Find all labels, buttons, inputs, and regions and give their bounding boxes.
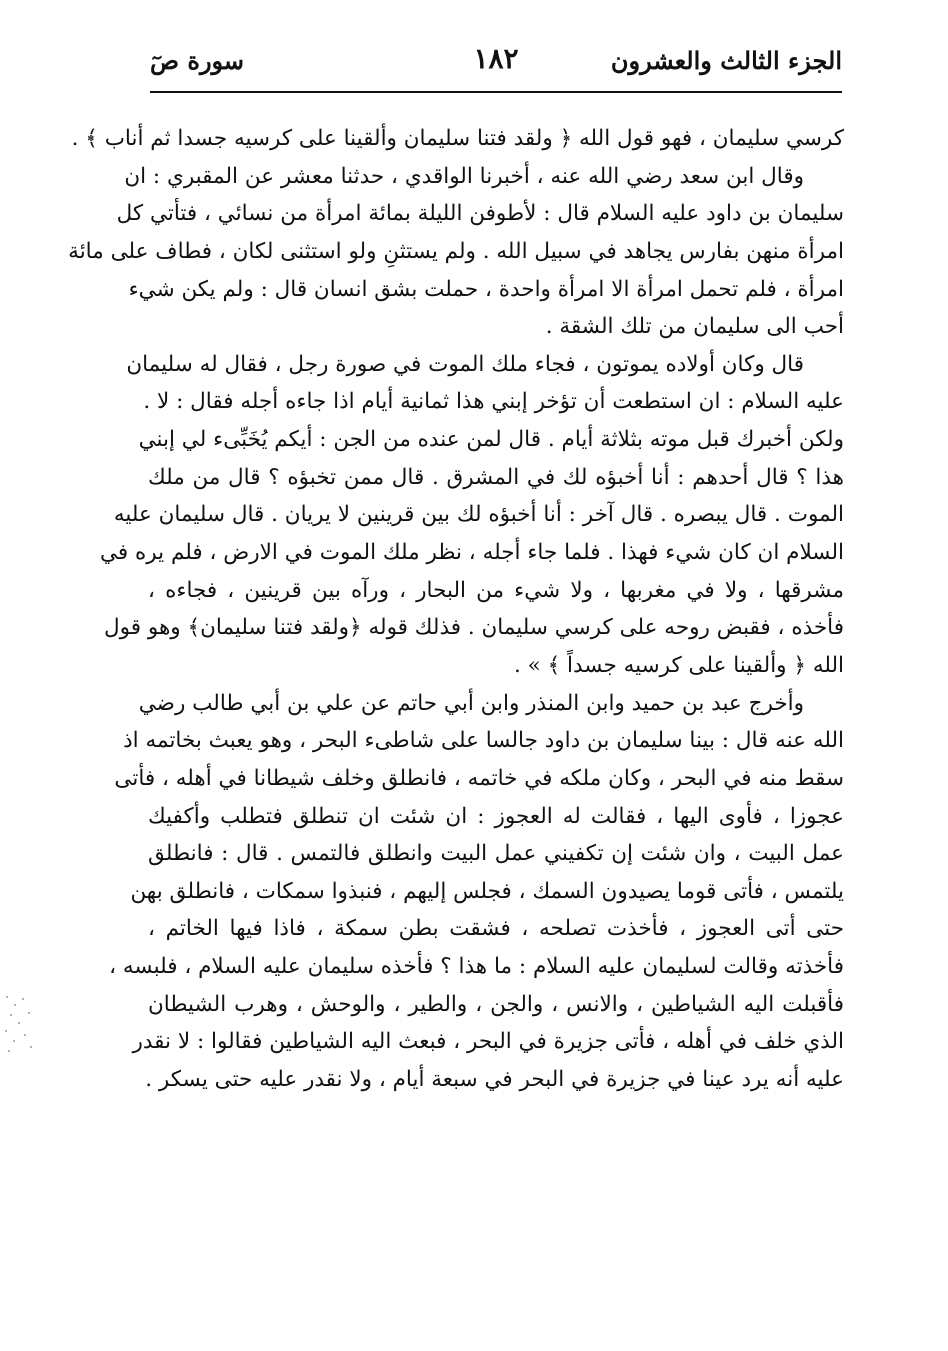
text-line: فأخذه ، فقبض روحه على كرسي سليمان . فذلك قوله ﴿ولقد فتنا سليمان﴾ وهو قول — [104, 615, 844, 641]
text-line: قال وكان أولاده يموتون ، فجاء ملك الموت في صورة رجل ، فقال له سليمان — [126, 351, 804, 377]
text-line: الذي خلف في أهله ، فأتى جزيرة في البحر ، فبعث اليه الشياطين فقالوا : لا نقدر — [132, 1029, 844, 1055]
page-number: ١٨٢ — [473, 42, 519, 75]
text-line: كرسي سليمان ، فهو قول الله ﴿ ولقد فتنا سليمان وألقينا على كرسيه جسدا ثم أناب ﴾ . — [71, 126, 844, 151]
text-line: السلام ان كان شيء فهذا . فلما جاء أجله ، نظر ملك الموت في الارض ، فلم يره في — [100, 540, 844, 566]
text-line: فأقبلت اليه الشياطين ، والانس ، والجن ، والطير ، والوحش ، وهرب الشيطان — [148, 991, 844, 1017]
text-line: أحب الى سليمان من تلك الشقة . — [545, 314, 844, 340]
text-line: ولكن أخبرك قبل موته بثلاثة أيام . قال لمن عنده من الجن : أيكم يُخَبِّىء لي إبني — [138, 427, 844, 453]
part-title: الجزء الثالث والعشرون — [610, 46, 842, 75]
text-line: سقط منه في البحر ، وكان ملكه في خاتمه ، فانطلق وخلف شيطانا في أهله ، فأتى — [114, 765, 844, 791]
surah-title: سورة صٓ — [150, 46, 245, 75]
running-header — [150, 38, 842, 82]
text-line: الله عنه قال : بينا سليمان بن داود جالسا على شاطىء البحر ، وهو يعبث بخاتمه اذ — [123, 728, 844, 754]
text-line: وأخرج عبد بن حميد وابن المنذر وابن أبي حاتم عن علي بن أبي طالب رضي — [138, 690, 804, 716]
text-line: امرأة منهن بفارس يجاهد في سبيل الله . ولم يستثنِ ولو استثنى لكان ، فطاف على مائة — [68, 238, 844, 264]
text-line: عليه السلام : ان استطعت أن تؤخر إبني هذا ثمانية أيام اذا جاءه أجله فقال : لا . — [143, 389, 844, 415]
text-line: امرأة ، فلم تحمل امرأة الا امرأة واحدة ، حملت بشق انسان قال : ولم يكن شيء — [128, 276, 844, 302]
header-divider — [150, 91, 842, 93]
text-line: هذا ؟ قال أحدهم : أنا أخبؤه لك في المشرق . قال ممن تخبؤه ؟ قال من ملك — [148, 464, 844, 490]
text-line: عمل البيت ، وان شئت إن تكفيني عمل البيت وانطلق فالتمس . قال : فانطلق — [148, 841, 844, 867]
text-line: يلتمس ، فأتى قوما يصيدون السمك ، فجلس إليهم ، فنبذوا سمكات ، فانطلق بهن — [130, 878, 844, 904]
body-text — [68, 120, 844, 1200]
text-line: مشرقها ، ولا في مغربها ، ولا شيء من البحار ، ورآه بين قرينين ، فجاءه ، — [148, 577, 844, 603]
text-line: الموت . قال يبصره . قال آخر : أنا أخبؤه لك بين قرينين لا يريان . قال سليمان عليه — [113, 502, 844, 528]
text-line: سليمان بن داود عليه السلام قال : لأطوفن الليلة بمائة امرأة من نسائي ، فتأتي كل — [116, 201, 844, 227]
text-line: فأخذته وقالت لسليمان عليه السلام : ما هذا ؟ فأخذه سليمان عليه السلام ، فلبسه ، — [109, 954, 844, 980]
text-line: عليه أنه يرد عينا في جزيرة في البحر في سبعة أيام ، ولا نقدر عليه حتى يسكر . — [145, 1067, 844, 1093]
text-line: عجوزا ، فأوى اليها ، فقالت له العجوز : ان شئت ان تنطلق فتطلب وأكفيك — [148, 803, 844, 829]
text-line: الله ﴿ وألقينا على كرسيه جسداً ﴾ » . — [513, 652, 844, 678]
text-line: وقال ابن سعد رضي الله عنه ، أخبرنا الواقدي ، حدثنا معشر عن المقبري : ان — [124, 163, 804, 189]
scan-speckle — [2, 990, 38, 1060]
text-line: حتى أتى العجوز ، فأخذت تصلحه ، فشقت بطن سمكة ، فاذا فيها الخاتم ، — [148, 916, 844, 942]
